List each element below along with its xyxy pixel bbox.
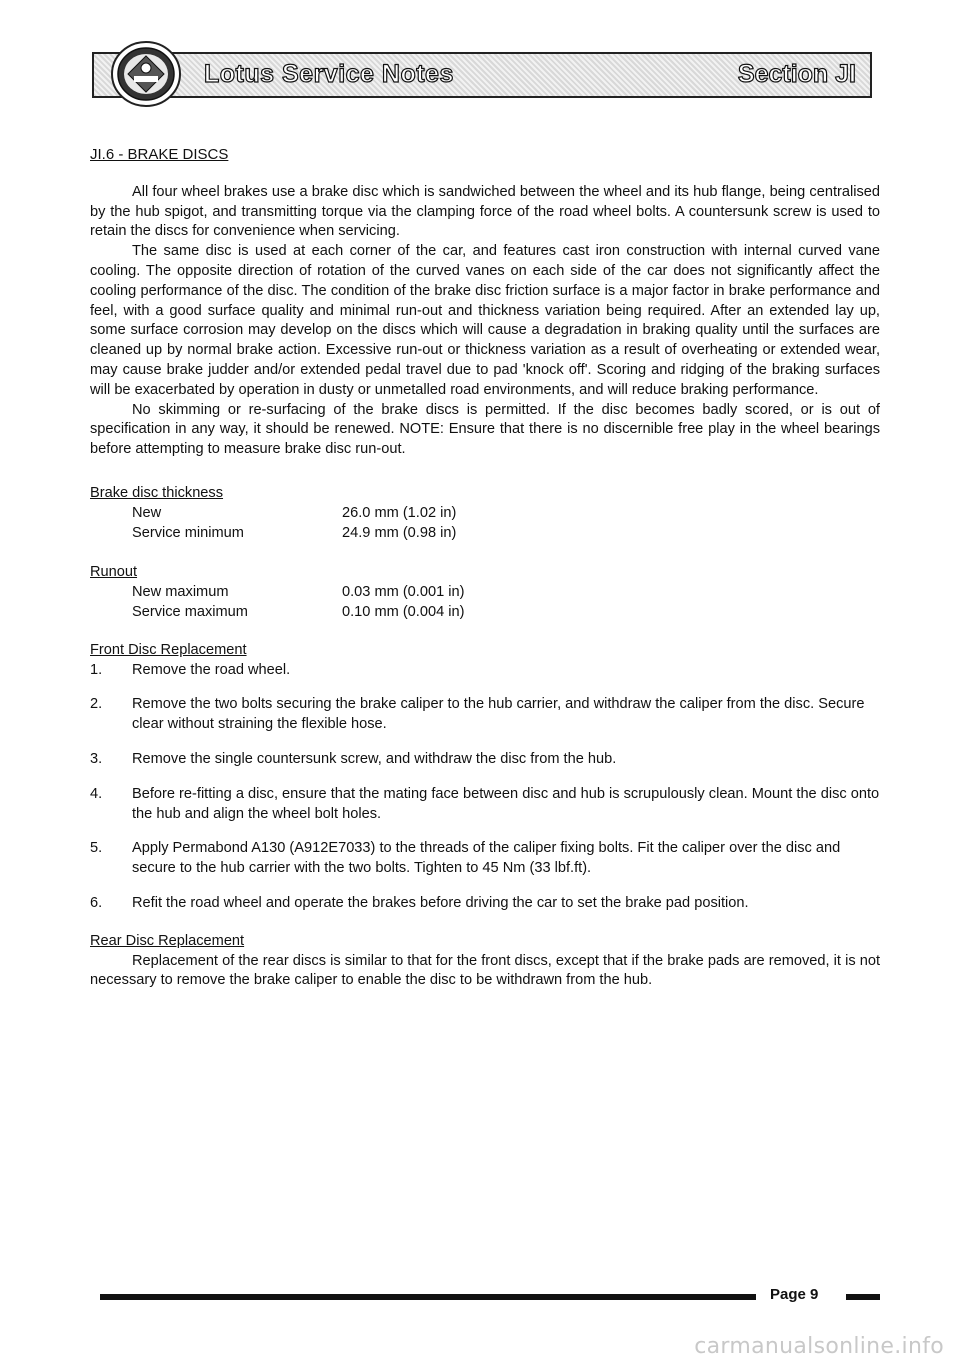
runout-spec [90, 563, 880, 622]
spec-label: New maximum [132, 584, 229, 601]
step-number: 5. [90, 840, 103, 857]
rear-text: Replacement of the rear discs is similar to that for the front discs, except that if the brake pads are removed, it is not necessary to remove the brake caliper to enable the disc to be withdrawn from the hub. [90, 952, 880, 989]
document-body [90, 145, 880, 991]
spec-label: Service minimum [132, 524, 244, 541]
spec-row [90, 524, 880, 544]
spec-label: Service maximum [132, 603, 248, 620]
rear-title: Rear Disc Replacement [90, 932, 245, 949]
step-text: Apply Permabond A130 (A912E7033) to the threads of the caliper fixing bolts. Fit the caliper over the disc and secure to the hub carrier with the two bolts. Tighten to 45 Nm (33 lbf.ft). [132, 840, 841, 877]
step-number: 2. [90, 696, 103, 713]
step-text: Remove the road wheel. [132, 661, 291, 678]
thickness-spec [90, 484, 880, 543]
spec-value: 24.9 mm (0.98 in) [342, 524, 457, 541]
paragraph: All four wheel brakes use a brake disc which is sandwiched between the wheel and its hub flange, being centralised by the hub spigot, and transmitting torque via the clamping force of the road wheel bolts. A countersunk screw is used to retain the discs for convenience when servicing. [90, 183, 880, 240]
step-text: Refit the road wheel and operate the brakes before driving the car to set the brake pad position. [132, 894, 749, 911]
runout-title: Runout [90, 564, 138, 581]
step-text: Remove the two bolts securing the brake caliper to the hub carrier, and withdraw the caliper from the disc. Secure clear without straining the flexible hose. [132, 696, 865, 733]
list-item [90, 695, 880, 735]
spec-value: 0.10 mm (0.004 in) [342, 603, 465, 620]
front-steps [90, 661, 880, 914]
step-text: Remove the single countersunk screw, and withdraw the disc from the hub. [132, 750, 617, 767]
page-header [92, 52, 872, 98]
spec-value: 0.03 mm (0.001 in) [342, 584, 465, 601]
paragraph: No skimming or re-surfacing of the brake discs is permitted. If the disc becomes badly scored, or is out of specification in any way, it should be renewed. NOTE: Ensure that there is no discernible free play in the wheel bearings before attempting to measure brake disc run-out. [90, 401, 880, 458]
step-text: Before re-fitting a disc, ensure that the mating face between disc and hub is scrupulously clean. Mount the disc onto the hub and align the wheel bolt holes. [132, 785, 880, 822]
spec-label: New [132, 504, 162, 521]
front-title: Front Disc Replacement [90, 641, 247, 658]
footer-rule [100, 1294, 756, 1300]
watermark: carmanualsonline.info [694, 1334, 944, 1359]
footer-rule-end [846, 1294, 880, 1300]
spec-row [90, 504, 880, 524]
header-title: Lotus Service Notes [204, 60, 454, 88]
list-item [90, 894, 880, 914]
lotus-logo-icon [110, 40, 182, 108]
step-number: 3. [90, 750, 103, 767]
spec-row [90, 583, 880, 603]
step-number: 6. [90, 894, 103, 911]
list-item [90, 661, 880, 681]
step-number: 1. [90, 661, 103, 678]
section-heading: JI.6 - BRAKE DISCS [90, 146, 229, 163]
list-item [90, 785, 880, 825]
page-number: Page 9 [770, 1286, 819, 1303]
list-item [90, 839, 880, 879]
step-number: 4. [90, 785, 103, 802]
paragraph: The same disc is used at each corner of the car, and features cast iron construction with internal curved vane cooling. The opposite direction of rotation of the curved vanes on each side of the car does not significantly affect the cooling performance of the disc. The condition of the brake disc friction surface is a major factor in brake performance and feel, with a good surface quality and minimal run-out and thickness variation being required. After an extended lay up, some surface corrosion may develop on the discs which will cause a degradation in braking quality until the surfaces are cleaned up by normal brake action. Excessive run-out or thickness variation as a result of overheating or extended wear, may cause brake judder and/or extended pedal travel due to pad 'knock off'. Scoring and ridging of the braking surfaces will be exacerbated by operation in dusty or unmetalled road environments, and will reduce braking performance. [90, 243, 880, 398]
thickness-title: Brake disc thickness [90, 484, 224, 501]
list-item [90, 750, 880, 770]
spec-row [90, 603, 880, 623]
header-section: Section JI [737, 60, 856, 88]
spec-value: 26.0 mm (1.02 in) [342, 504, 457, 521]
